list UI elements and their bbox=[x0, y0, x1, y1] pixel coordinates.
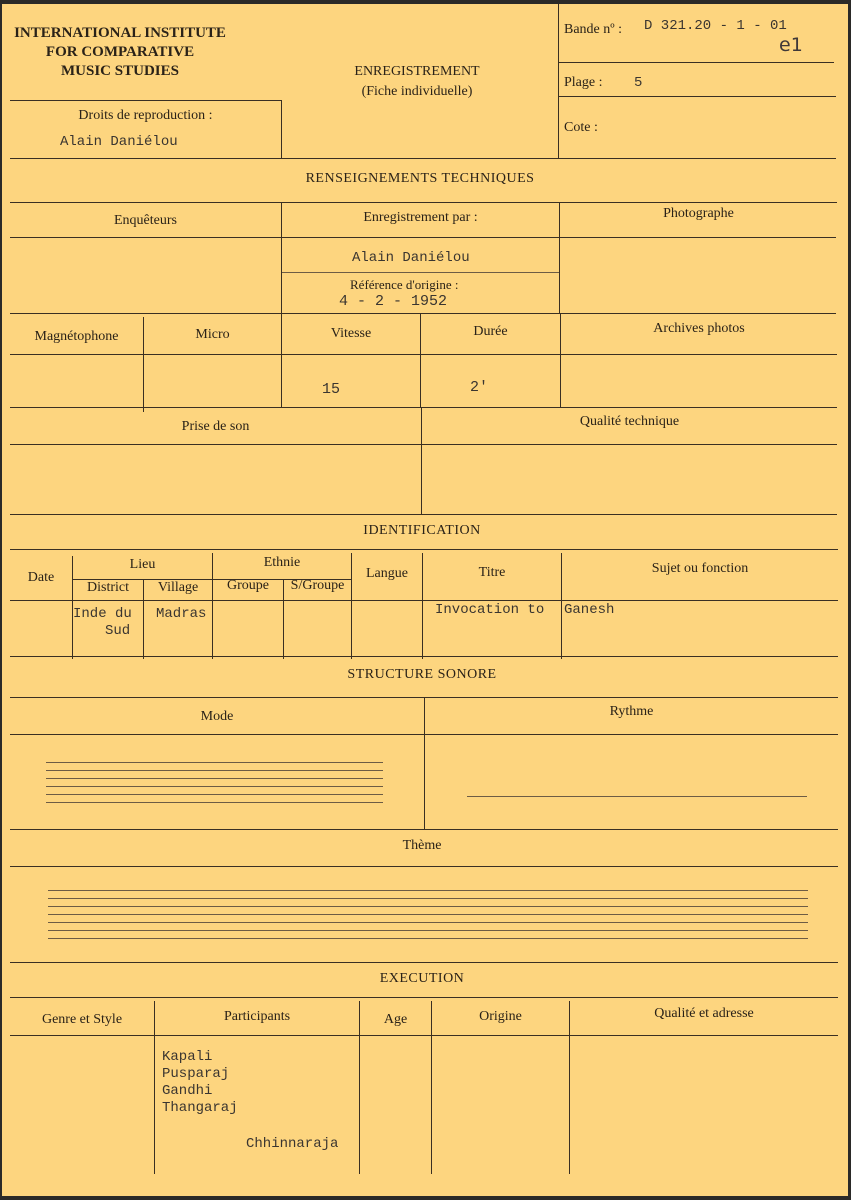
record-title: ENREGISTREMENT bbox=[354, 64, 480, 79]
cote-label: Cote : bbox=[564, 120, 598, 135]
participant-name: Thangaraj bbox=[162, 1100, 238, 1116]
ethnie-label: Ethnie bbox=[263, 555, 301, 570]
identification-heading: IDENTIFICATION bbox=[363, 523, 481, 538]
mode-label: Mode bbox=[200, 709, 234, 724]
district-line-2: Sud bbox=[105, 623, 131, 639]
enregistrement-value: Alain Daniélou bbox=[352, 250, 470, 266]
reference-value: 4 - 2 - 1952 bbox=[339, 293, 448, 310]
bande-label: Bande nº : bbox=[564, 22, 622, 37]
sujet-label: Sujet ou fonction bbox=[651, 561, 749, 576]
village-value: Madras bbox=[156, 606, 207, 622]
bande-note: e1 bbox=[779, 34, 803, 56]
structure-heading: STRUCTURE SONORE bbox=[347, 667, 497, 682]
titre-label: Titre bbox=[478, 565, 506, 580]
magnetophone-label: Magnétophone bbox=[34, 329, 119, 344]
date-label: Date bbox=[27, 570, 55, 585]
participant-name: Kapali bbox=[162, 1049, 213, 1065]
district-value bbox=[73, 606, 132, 640]
plage-label: Plage : bbox=[564, 75, 603, 90]
record-subtitle: (Fiche individuelle) bbox=[361, 84, 473, 99]
district-line-1: Inde du bbox=[73, 606, 132, 622]
groupe-label: Groupe bbox=[227, 578, 269, 593]
theme-label: Thème bbox=[402, 838, 442, 853]
rights-label: Droits de reproduction : bbox=[78, 108, 213, 123]
vitesse-value: 15 bbox=[322, 381, 341, 398]
qualite-adresse-label: Qualité et adresse bbox=[654, 1006, 754, 1021]
reference-label: Référence d'origine : bbox=[350, 277, 459, 292]
district-label: District bbox=[87, 580, 129, 595]
photographe-label: Photographe bbox=[663, 206, 734, 221]
participant-name: Pusparaj bbox=[162, 1066, 230, 1082]
participants-label: Participants bbox=[223, 1009, 291, 1024]
institute-line-1: INTERNATIONAL INSTITUTE bbox=[14, 25, 226, 41]
bande-value: D 321.20 - 1 - 01 bbox=[644, 18, 787, 34]
enregistrement-label: Enregistrement par : bbox=[363, 210, 478, 225]
record-type bbox=[332, 62, 502, 102]
age-label: Age bbox=[383, 1012, 408, 1027]
origine-label: Origine bbox=[479, 1009, 522, 1024]
rythme-label: Rythme bbox=[609, 704, 654, 719]
sujet-value: Ganesh bbox=[564, 602, 615, 618]
record-card bbox=[2, 4, 848, 1196]
duree-label: Durée bbox=[473, 324, 508, 339]
participant-leader: Chhinnaraja bbox=[246, 1136, 339, 1152]
langue-label: Langue bbox=[366, 566, 408, 581]
micro-label: Micro bbox=[195, 327, 230, 342]
institute-line-2: FOR COMPARATIVE bbox=[45, 44, 195, 60]
rights-value: Alain Daniélou bbox=[60, 134, 178, 150]
participants-list bbox=[162, 1049, 238, 1117]
institute-name bbox=[2, 24, 238, 81]
genre-label: Genre et Style bbox=[41, 1012, 123, 1027]
titre-value: Invocation to bbox=[435, 602, 545, 618]
lieu-label: Lieu bbox=[129, 557, 156, 572]
execution-heading: EXECUTION bbox=[379, 971, 465, 986]
duree-value: 2' bbox=[470, 379, 489, 396]
technical-heading: RENSEIGNEMENTS TECHNIQUES bbox=[305, 171, 535, 186]
sgroupe-label: S/Groupe bbox=[290, 578, 345, 593]
enqueteurs-label: Enquêteurs bbox=[114, 213, 177, 228]
participant-name: Gandhi bbox=[162, 1083, 213, 1099]
qualite-technique-label: Qualité technique bbox=[579, 414, 680, 429]
prise-label: Prise de son bbox=[181, 419, 250, 434]
vitesse-label: Vitesse bbox=[330, 326, 372, 341]
archives-label: Archives photos bbox=[653, 321, 745, 336]
village-label: Village bbox=[157, 580, 199, 595]
institute-line-3: MUSIC STUDIES bbox=[61, 63, 179, 79]
plage-value: 5 bbox=[634, 75, 643, 91]
